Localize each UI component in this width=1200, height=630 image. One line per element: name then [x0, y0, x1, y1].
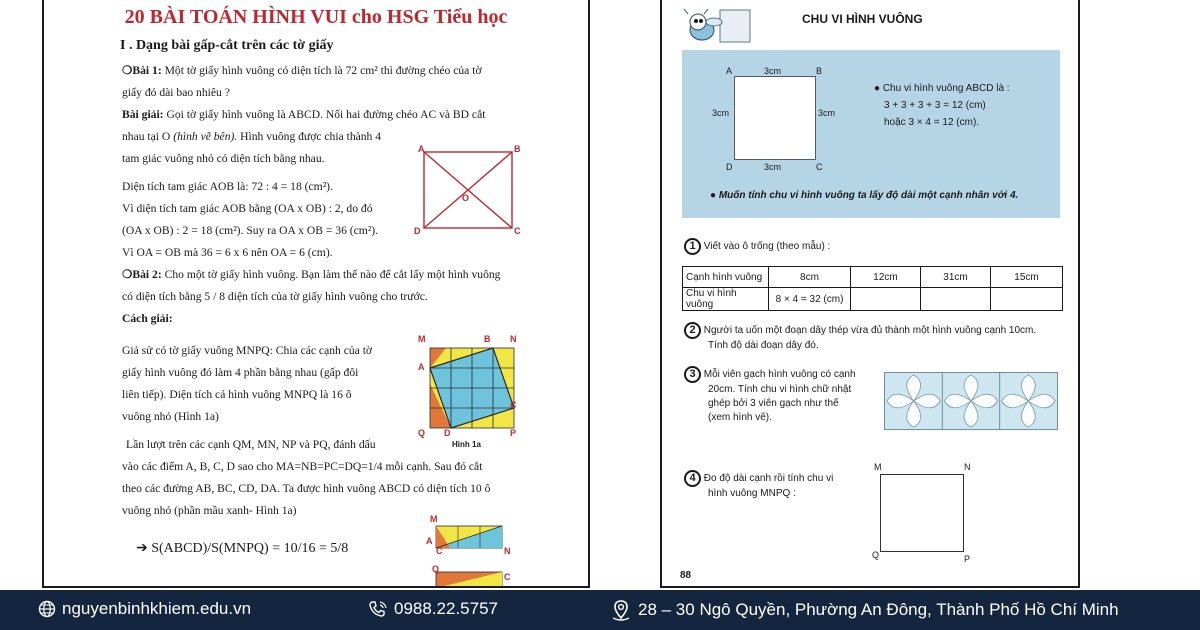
body-line: vuông nhỏ (phần mầu xanh- Hình 1a) [122, 504, 297, 517]
right-page-title: CHU VI HÌNH VUÔNG [802, 12, 923, 26]
task-text: ghép bởi 3 viên gạch như thế [708, 398, 839, 409]
fig3-label: A [426, 536, 433, 546]
square-label-c: C [816, 162, 823, 172]
table-cell: Cạnh hình vuông [683, 267, 769, 288]
fig3-label: C [504, 572, 511, 582]
bai2-label: ❍Bài 2: [122, 268, 162, 281]
bai1-label: ❍Bài 1: [122, 64, 162, 77]
side-label-bottom: 3cm [764, 162, 782, 172]
giai-text-2b: (hình vẽ bên). [173, 130, 238, 143]
mnpq-label-p: P [964, 554, 971, 564]
website-link[interactable]: nguyenbinhkhiem.edu.vn [62, 599, 252, 618]
task-text: Mỗi viên gạch hình vuông có cạnh [703, 369, 856, 381]
bai1-text: Một tờ giấy hình vuông có diện tích là 72 cm² thì đường chéo của tờ [161, 64, 482, 77]
task-2 [684, 322, 1064, 353]
table-cell: 15cm [991, 267, 1063, 288]
phone-number[interactable]: 0988.22.5757 [394, 599, 498, 618]
calc-line: (OA x OB) : 2 = 18 (cm²). Suy ra OA x OB = 36 (cm²). [122, 224, 379, 237]
square-diagonals-figure [416, 146, 526, 236]
task-text: Người ta uốn một đoạn dây thép vừa đủ thành một hình vuông cạnh 10cm. [703, 325, 1037, 337]
table-cell: 12cm [851, 267, 921, 288]
phone-item[interactable] [368, 599, 498, 619]
table-cell: 8cm [769, 267, 851, 288]
contact-footer [0, 590, 1200, 630]
fig2-label: D [444, 428, 451, 438]
fig2-label: P [510, 428, 517, 438]
fig3-label: M [430, 514, 438, 524]
calc-line: Vì diện tích tam giác AOB bằng (OA x OB) : 2, do đó [122, 202, 373, 215]
fig3-label: C [436, 546, 443, 556]
fig2-label: Q [418, 428, 426, 438]
bai1-text-2: giấy đó dài bao nhiêu ? [122, 86, 230, 99]
table-cell-empty[interactable] [991, 288, 1063, 311]
table-cell-empty[interactable] [851, 288, 921, 311]
square-mnpq [880, 474, 964, 552]
ratio-formula: ➔ S(ABCD)/S(MNPQ) = 10/16 = 5/8 [136, 541, 349, 556]
body-line: vuông nhỏ (Hình 1a) [122, 410, 219, 423]
cach-giai-label: Cách giải: [122, 312, 173, 325]
task-number: 3 [684, 366, 701, 383]
fig2-label: M [418, 334, 426, 344]
bai2-block [122, 264, 590, 330]
phone-icon [368, 600, 388, 618]
task-text: hình vuông MNPQ : [708, 488, 796, 499]
mnpq-label-q: Q [872, 550, 880, 560]
side-label-top: 3cm [764, 66, 782, 76]
location-pin-icon [610, 599, 632, 621]
body-block-2 [126, 434, 426, 456]
task-3 [684, 366, 874, 425]
bai2-text: Cho một tờ giấy hình vuông. Bạn làm thế nào để cắt lấy một hình vuông [161, 268, 501, 281]
grid-figure-1a [426, 344, 522, 430]
mnpq-label-n: N [964, 462, 971, 472]
body-line: Lần lượt trên các cạnh QM, MN, NP và PQ, đánh dấu [126, 438, 376, 451]
calc-line: Vì OA = OB mà 36 = 6 x 6 nên OA = 6 (cm). [122, 246, 333, 259]
figure-caption: Hình 1a [452, 440, 481, 449]
website-item[interactable] [38, 599, 251, 619]
body-line: liên tiếp). Diện tích cả hình vuông MNPQ là 16 ô [122, 388, 352, 401]
task-text: Tính độ dài đoạn dây đó. [708, 340, 819, 351]
fig1-label: A [418, 144, 425, 154]
task-number: 1 [684, 238, 701, 255]
body-line: theo các đường AB, BC, CD, DA. Ta được hình vuông ABCD có diện tích 10 ô [122, 482, 491, 495]
square-label-d: D [726, 162, 733, 172]
table-cell-empty[interactable] [921, 288, 991, 311]
giai-text-1: Gọi tờ giấy hình vuông là ABCD. Nối hai đường chéo AC và BD cắt [163, 108, 486, 121]
fig1-label: C [514, 226, 521, 236]
address-text: 28 – 30 Ngô Quyền, Phường An Đông, Thành Phố Hồ Chí Minh [638, 600, 1119, 619]
left-document-page [42, 0, 590, 588]
globe-icon [38, 600, 56, 618]
tile-rectangle-figure [884, 372, 1058, 430]
perimeter-rule-text: Muốn tính chu vi hình vuông ta lấy độ dài một cạnh nhân với 4. [718, 190, 1019, 201]
body-line: giấy hình vuông đó làm 4 phần bằng nhau (gấp đôi [122, 366, 359, 379]
task-text: (xem hình vẽ). [708, 412, 772, 423]
square-label-b: B [816, 66, 823, 76]
task-4 [684, 470, 874, 501]
strip-figure [432, 522, 512, 588]
info-line-1: Chu vi hình vuông ABCD là : [882, 83, 1010, 94]
perimeter-rule: ● Muốn tính chu vi hình vuông ta lấy độ dài một cạnh nhân với 4. [710, 190, 1019, 201]
body-block [122, 340, 412, 428]
fig2-label: C [510, 400, 517, 410]
task-number: 2 [684, 322, 701, 339]
address-item [610, 599, 1119, 621]
bee-mascot-icon [680, 8, 752, 46]
calc-line: Diện tích tam giác AOB là: 72 : 4 = 18 (cm²). [122, 180, 333, 193]
giai-text-2a: nhau tại O [122, 130, 174, 143]
task-1 [684, 238, 830, 255]
square-label-a: A [726, 66, 733, 76]
task-text: Đo độ dài cạnh rồi tính chu vi [703, 473, 834, 485]
section-heading: I . Dạng bài gấp-cắt trên các tờ giấy [120, 38, 334, 53]
side-label-left: 3cm [712, 108, 730, 118]
giai-text-3: tam giác vuông nhỏ có diện tích bằng nhau. [122, 152, 325, 165]
fig3-label: N [504, 546, 511, 556]
fig2-label: B [484, 334, 491, 344]
task-text: 20cm. Tính chu vi hình chữ nhật [708, 384, 852, 395]
table-cell: 31cm [921, 267, 991, 288]
body-line: Giả sử có tờ giấy vuông MNPQ: Chia các cạnh của tờ [122, 344, 373, 357]
fig3-label: Q [432, 564, 440, 574]
table-row [683, 288, 1063, 311]
table-row [683, 267, 1063, 288]
side-label-right: 3cm [818, 108, 836, 118]
mnpq-label-m: M [874, 462, 882, 472]
page-number: 88 [680, 570, 692, 581]
fig1-label: O [462, 193, 470, 203]
fig1-label: B [514, 144, 521, 154]
table-cell: 8 × 4 = 32 (cm) [769, 288, 851, 311]
body-block-3 [122, 456, 590, 522]
definition-box [682, 50, 1060, 218]
fig2-label: N [510, 334, 517, 344]
square-abcd [734, 76, 816, 160]
bai2-text-2: có diện tích bằng 5 / 8 diện tích của tờ giấy hình vuông cho trước. [122, 290, 428, 303]
right-document-page [660, 0, 1080, 588]
fig1-label: D [414, 226, 421, 236]
fig2-label: A [418, 362, 425, 372]
perimeter-explanation: ● Chu vi hình vuông ABCD là : 3 + 3 + 3 + 3 = 12 (cm) hoặc 3 × 4 = 12 (cm). [874, 80, 1010, 131]
info-line-2: 3 + 3 + 3 + 3 = 12 (cm) [884, 100, 986, 111]
task-text: Viết vào ô trống (theo mẫu) : [703, 241, 831, 253]
giai-text-2c: Hình vuông được chia thành 4 [237, 130, 382, 143]
body-line: vào các điểm A, B, C, D sao cho MA=NB=PC=DQ=1/4 mỗi cạnh. Sau đó cắt [122, 460, 483, 473]
left-page-title: 20 BÀI TOÁN HÌNH VUI cho HSG Tiểu học [124, 6, 508, 28]
task-number: 4 [684, 470, 701, 487]
info-line-3: hoặc 3 × 4 = 12 (cm). [884, 117, 980, 128]
table-cell: Chu vi hình vuông [683, 288, 769, 311]
bai-giai-label: Bài giải: [122, 108, 164, 121]
perimeter-table [682, 266, 1063, 311]
calc-block [122, 176, 422, 264]
